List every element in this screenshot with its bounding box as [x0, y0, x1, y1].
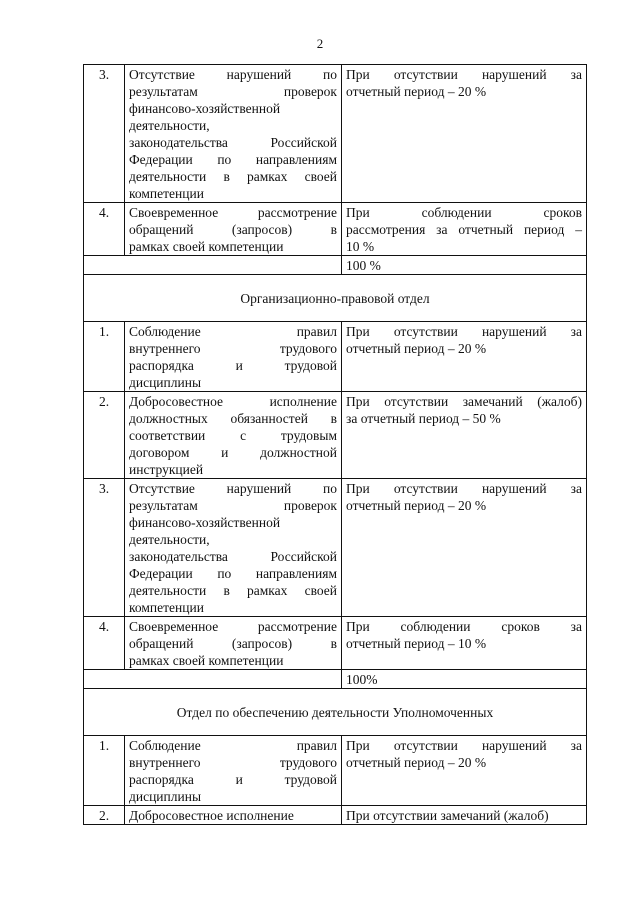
- total-empty-cell: [84, 670, 342, 689]
- page-number: 2: [316, 36, 324, 51]
- condition-text-line: При отсутствии нарушений за: [346, 738, 582, 753]
- criterion-text-line: деятельности,: [129, 532, 210, 547]
- criterion-text-line: Федерации по направлениям: [129, 152, 337, 167]
- condition-text-line: При соблюдении сроков за: [346, 619, 582, 634]
- condition-text-line: При отсутствии нарушений за: [346, 324, 582, 339]
- criterion-text-line: обращений (запросов) в: [129, 636, 337, 651]
- criterion-text-line: законодательства Российской: [129, 135, 337, 150]
- condition-cell: [342, 392, 587, 479]
- criterion-text-line: финансово-хозяйственной: [129, 101, 281, 116]
- criterion-cell: [125, 203, 342, 256]
- row-number: 2.: [84, 392, 125, 479]
- condition-cell: [342, 617, 587, 670]
- criterion-cell: [125, 617, 342, 670]
- table-row: [84, 617, 587, 670]
- table-row: [84, 203, 587, 256]
- criterion-cell: [125, 322, 342, 392]
- criterion-text-line: финансово-хозяйственной: [129, 515, 281, 530]
- table-row: [84, 736, 587, 806]
- criterion-text-line: Соблюдение правил: [129, 324, 337, 339]
- condition-text-line: 10 %: [346, 239, 375, 254]
- criterion-text-line: Добросовестное исполнение: [129, 394, 337, 409]
- criteria-table: [83, 64, 587, 825]
- section-header-row: [84, 275, 587, 322]
- criterion-text-line: внутреннего трудового: [129, 341, 337, 356]
- criterion-text-line: компетенции: [129, 600, 204, 615]
- condition-cell: [342, 806, 587, 825]
- criterion-text-line: Своевременное рассмотрение: [129, 619, 337, 634]
- section-title: Отдел по обеспечению деятельности Уполномоченных: [84, 689, 587, 736]
- criterion-text-line: обращений (запросов) в: [129, 222, 337, 237]
- criterion-text-line: дисциплины: [129, 375, 202, 390]
- table-row: [84, 322, 587, 392]
- criterion-text-line: деятельности в рамках своей: [129, 583, 337, 598]
- criterion-text-line: компетенции: [129, 186, 204, 201]
- criterion-text-line: рамках своей компетенции: [129, 239, 284, 254]
- row-number: 3.: [84, 65, 125, 203]
- criteria-table-body: [84, 65, 587, 825]
- condition-text-line: При отсутствии замечаний (жалоб): [346, 808, 549, 823]
- criterion-text-line: распорядка и трудовой: [129, 772, 337, 787]
- condition-text-line: отчетный период – 20 %: [346, 341, 487, 356]
- condition-text-line: за отчетный период – 50 %: [346, 411, 501, 426]
- criterion-text-line: Своевременное рассмотрение: [129, 205, 337, 220]
- condition-text-line: При соблюдении сроков: [346, 205, 582, 220]
- total-row: [84, 256, 587, 275]
- criterion-text-line: дисциплины: [129, 789, 202, 804]
- total-row: [84, 670, 587, 689]
- table-row: [84, 392, 587, 479]
- row-number: 2.: [84, 806, 125, 825]
- condition-text-line: отчетный период – 10 %: [346, 636, 487, 651]
- criterion-text-line: деятельности в рамках своей: [129, 169, 337, 184]
- criterion-cell: [125, 65, 342, 203]
- criterion-text-line: договором и должностной: [129, 445, 337, 460]
- criterion-text-line: распорядка и трудовой: [129, 358, 337, 373]
- criterion-text-line: результатам проверок: [129, 498, 337, 513]
- condition-cell: [342, 322, 587, 392]
- criterion-cell: [125, 479, 342, 617]
- criterion-cell: [125, 806, 342, 825]
- condition-text-line: отчетный период – 20 %: [346, 755, 487, 770]
- condition-cell: [342, 479, 587, 617]
- total-value: 100%: [342, 670, 587, 689]
- condition-cell: [342, 65, 587, 203]
- criterion-text-line: инструкцией: [129, 462, 204, 477]
- criterion-text-line: рамках своей компетенции: [129, 653, 284, 668]
- section-header-row: [84, 689, 587, 736]
- condition-text-line: При отсутствии нарушений за: [346, 67, 582, 82]
- row-number: 3.: [84, 479, 125, 617]
- criterion-text-line: деятельности,: [129, 118, 210, 133]
- row-number: 4.: [84, 617, 125, 670]
- condition-cell: [342, 203, 587, 256]
- criterion-text-line: результатам проверок: [129, 84, 337, 99]
- condition-text-line: При отсутствии нарушений за: [346, 481, 582, 496]
- table-row: [84, 806, 587, 825]
- criterion-cell: [125, 736, 342, 806]
- condition-cell: [342, 736, 587, 806]
- total-empty-cell: [84, 256, 342, 275]
- criterion-text-line: Добросовестное исполнение: [129, 808, 294, 823]
- row-number: 4.: [84, 203, 125, 256]
- criterion-text-line: Соблюдение правил: [129, 738, 337, 753]
- condition-text-line: отчетный период – 20 %: [346, 498, 487, 513]
- criterion-text-line: Отсутствие нарушений по: [129, 481, 337, 496]
- criterion-text-line: внутреннего трудового: [129, 755, 337, 770]
- criterion-text-line: Федерации по направлениям: [129, 566, 337, 581]
- table-row: [84, 65, 587, 203]
- criterion-cell: [125, 392, 342, 479]
- table-row: [84, 479, 587, 617]
- row-number: 1.: [84, 736, 125, 806]
- condition-text-line: отчетный период – 20 %: [346, 84, 487, 99]
- criterion-text-line: соответствии с трудовым: [129, 428, 337, 443]
- condition-text-line: При отсутствии замечаний (жалоб): [346, 394, 582, 409]
- criterion-text-line: должностных обязанностей в: [129, 411, 337, 426]
- criterion-text-line: законодательства Российской: [129, 549, 337, 564]
- criterion-text-line: Отсутствие нарушений по: [129, 67, 337, 82]
- row-number: 1.: [84, 322, 125, 392]
- section-title: Организационно-правовой отдел: [84, 275, 587, 322]
- condition-text-line: рассмотрения за отчетный период –: [346, 222, 582, 237]
- total-value: 100 %: [342, 256, 587, 275]
